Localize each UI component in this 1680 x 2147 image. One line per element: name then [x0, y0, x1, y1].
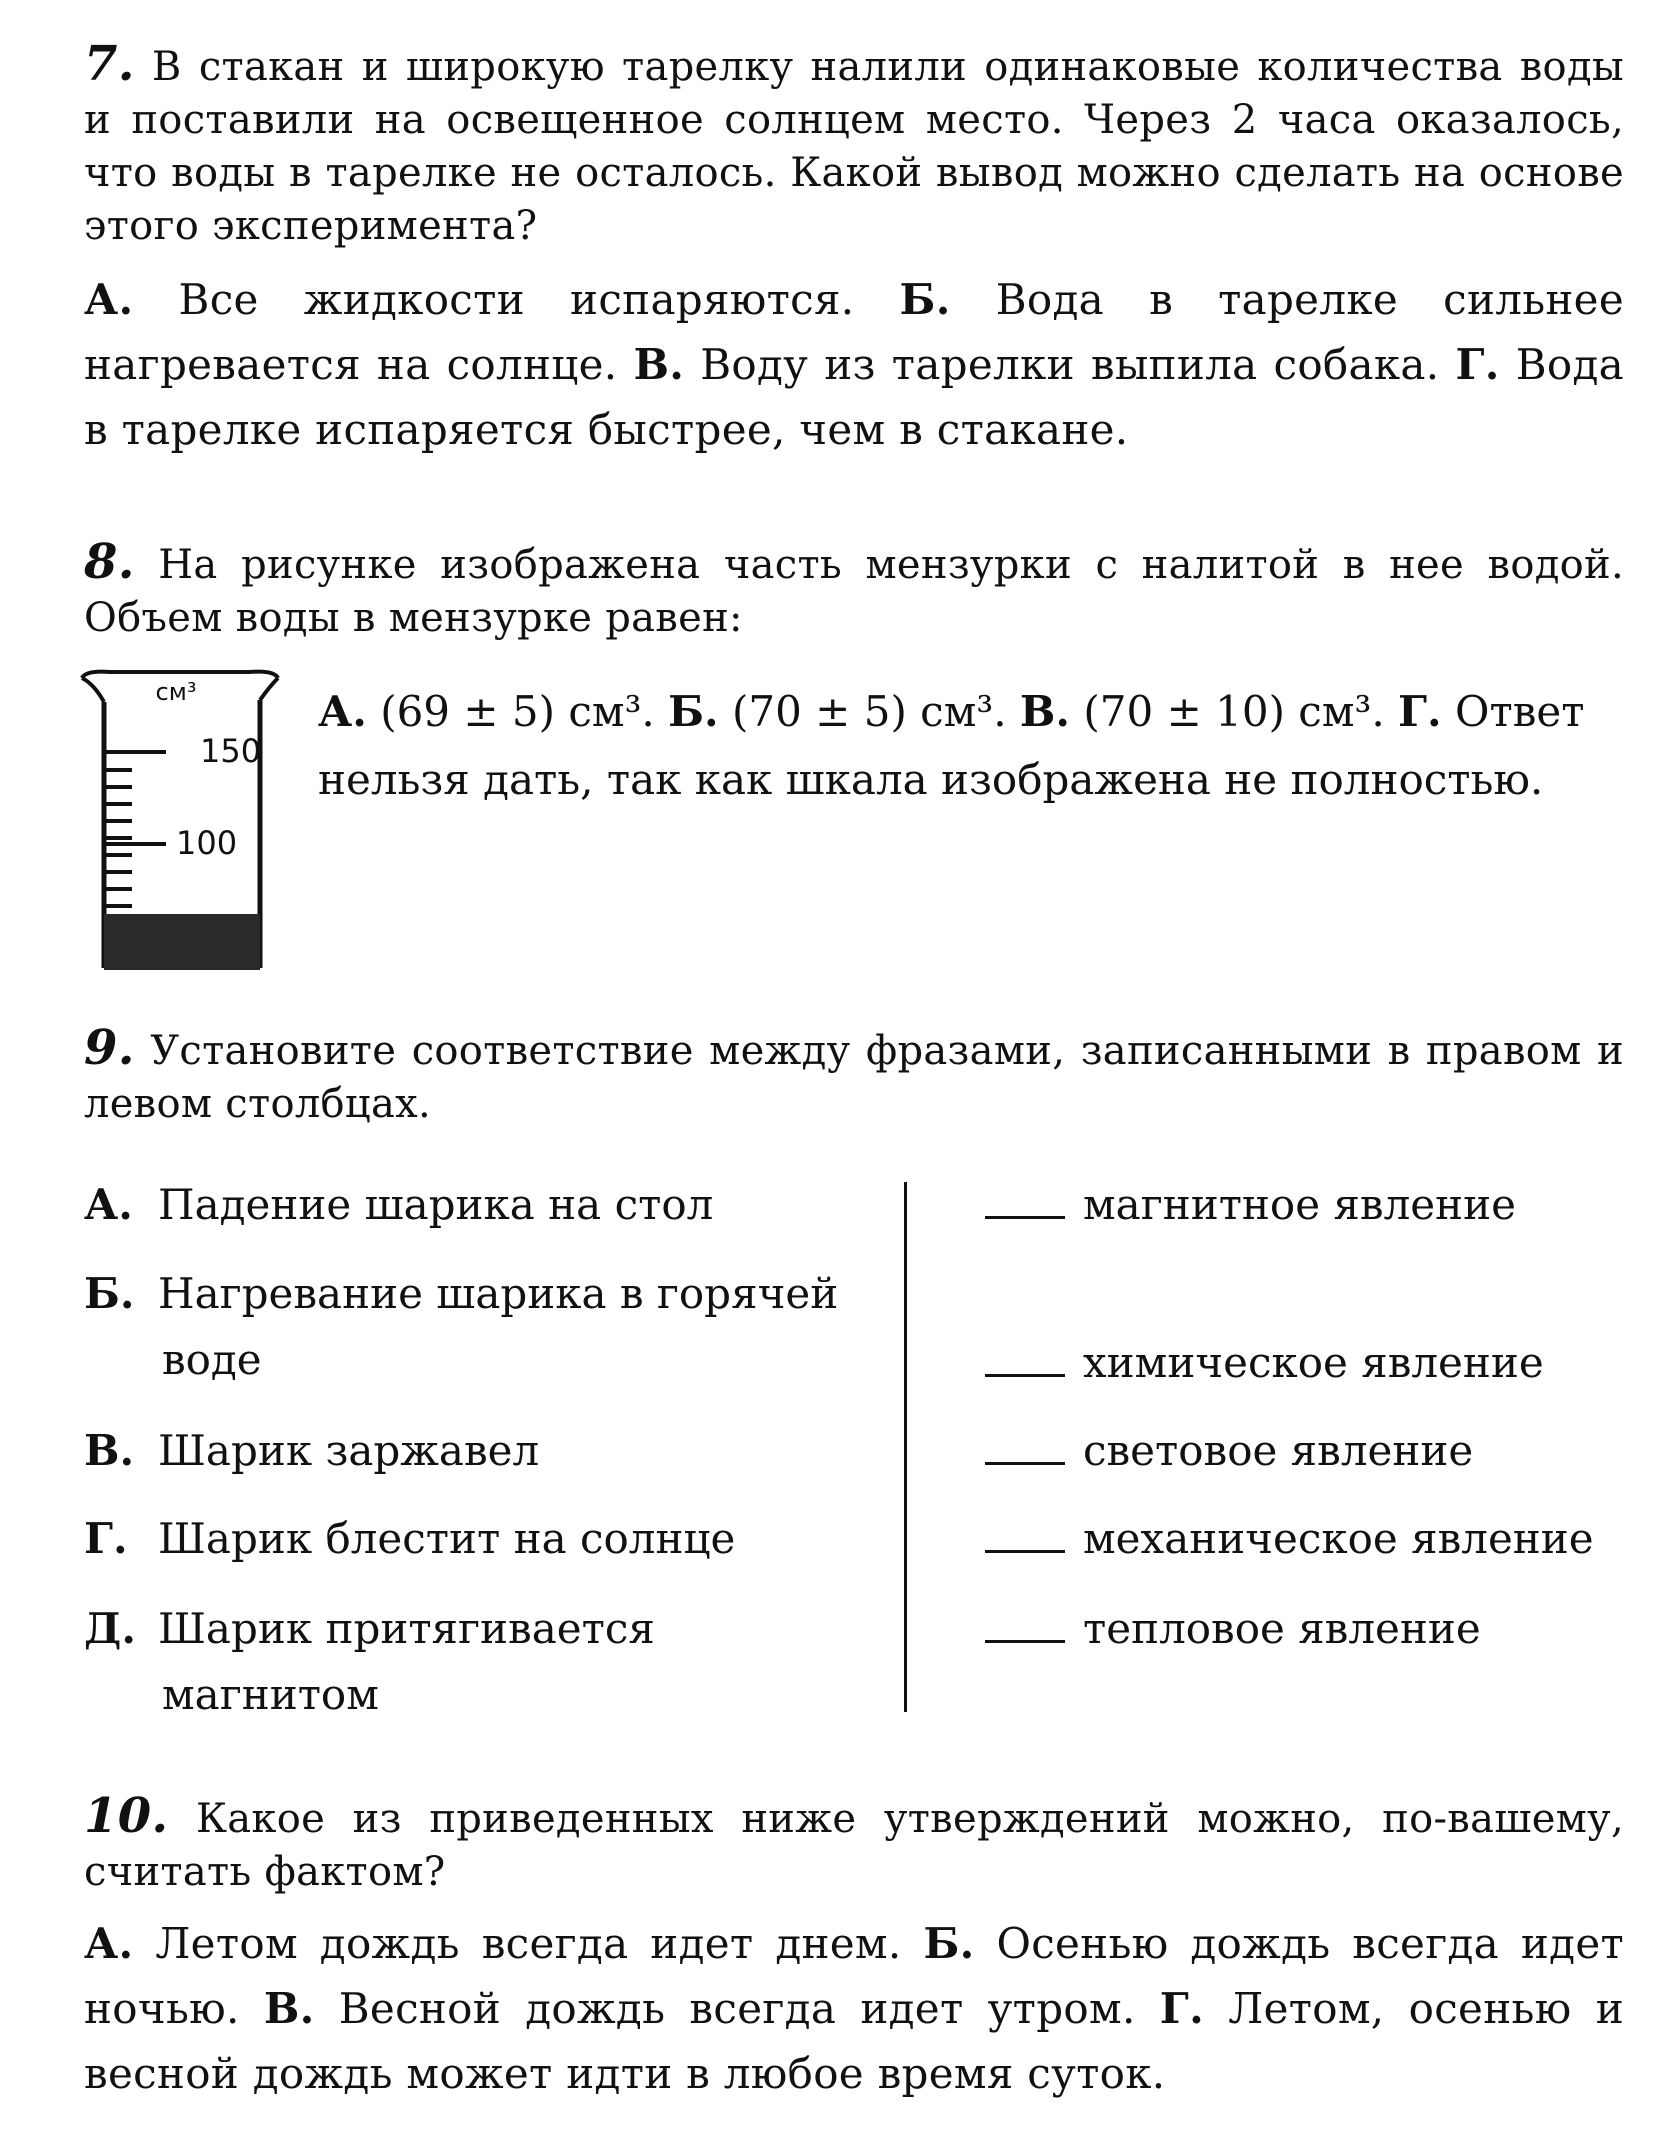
q10-answer-b-text: Осенью дождь всегда идет ночью.: [84, 1919, 1625, 2033]
answer-blank-1[interactable]: [985, 1176, 1065, 1219]
right-item-2[interactable]: [985, 1330, 1645, 1396]
q8-answer-c-label: В.: [1019, 687, 1071, 736]
question-10-answers: [84, 1911, 1624, 2106]
left-item-b-text-cont: воде: [162, 1335, 262, 1384]
q10-answer-d-label: Г.: [1159, 1984, 1205, 2033]
left-item-e-text-cont: магнитом: [162, 1670, 379, 1719]
question-7-text: В стакан и широкую тарелку налили одинаковые количества воды и поставили на освещенное солнцем место. Через 2 часа оказалось, что воды в тарелке не осталось. Какой вывод можно сделать на основе этого эксперимента?: [84, 44, 1625, 249]
left-item-c: [84, 1418, 884, 1484]
question-10-number: 10.: [84, 1788, 169, 1844]
q8-answer-b-label: Б.: [668, 687, 719, 736]
right-item-3-text: световое явление: [1083, 1426, 1474, 1475]
q7-answer-a-text: Все жидкости испаряются.: [178, 275, 855, 324]
measuring-cylinder-figure: [80, 668, 280, 972]
q10-answer-c-label: В.: [263, 1984, 315, 2033]
question-8-number: 8.: [84, 534, 135, 590]
right-item-3[interactable]: [985, 1418, 1645, 1484]
q8-answer-b-text: (70 ± 5) см³.: [732, 687, 1007, 736]
question-10: [84, 1790, 1624, 2106]
question-7-number: 7.: [84, 36, 135, 92]
left-item-e: [84, 1596, 884, 1728]
q10-answer-d-text: Летом, осенью и весной дождь может идти в любое время суток.: [84, 1984, 1625, 2098]
water-level: [104, 914, 260, 970]
right-item-4[interactable]: [985, 1506, 1645, 1572]
right-item-5-text: тепловое явление: [1083, 1604, 1481, 1653]
left-item-b-text: Нагревание шарика в горячей: [158, 1269, 839, 1318]
answer-blank-5[interactable]: [985, 1600, 1065, 1643]
left-item-d-label: Г.: [84, 1514, 128, 1563]
left-item-d: [84, 1506, 884, 1572]
q8-answer-c-text: (70 ± 10) см³.: [1083, 687, 1385, 736]
q10-answer-c-text: Весной дождь всегда идет утром.: [338, 1984, 1136, 2033]
question-8-answers: [318, 678, 1628, 814]
left-item-e-text: Шарик притягивается: [158, 1604, 655, 1653]
left-item-a-text: Падение шарика на стол: [158, 1180, 714, 1229]
q7-answer-b-label: Б.: [899, 275, 951, 324]
question-7: [84, 38, 1624, 462]
question-8-text: На рисунке изображена часть мензурки с налитой в нее водой. Объем воды в мензурке равен:: [84, 542, 1625, 641]
question-10-text: Какое из приведенных ниже утверждений можно, по-вашему, считать фактом?: [84, 1796, 1624, 1895]
cylinder-unit-label: см³: [155, 678, 197, 706]
answer-blank-2[interactable]: [985, 1334, 1065, 1377]
question-9-text: Установите соответствие между фразами, записанными в правом и левом столбцах.: [84, 1028, 1624, 1127]
cylinder-mark-100: 100: [176, 824, 238, 862]
question-9-number: 9.: [84, 1020, 135, 1076]
q8-answer-d-text: Ответ нельзя дать, так как шкала изображена не полностью.: [318, 687, 1585, 804]
answer-blank-3[interactable]: [985, 1422, 1065, 1465]
left-item-c-label: В.: [84, 1426, 135, 1475]
right-item-5[interactable]: [985, 1596, 1645, 1662]
left-item-b-label: Б.: [84, 1269, 135, 1318]
question-10-text-block: [84, 1790, 1624, 1899]
left-item-b: [84, 1261, 884, 1393]
left-item-c-text: Шарик заржавел: [158, 1426, 540, 1475]
right-item-1[interactable]: [985, 1172, 1645, 1238]
q8-answer-a-text: (69 ± 5) см³.: [380, 687, 655, 736]
right-item-4-text: механическое явление: [1083, 1514, 1594, 1563]
answer-blank-4[interactable]: [985, 1510, 1065, 1553]
question-8: [84, 536, 1624, 645]
left-item-e-label: Д.: [84, 1604, 136, 1653]
q7-answer-c-label: В.: [633, 340, 685, 389]
cylinder-scale: [104, 752, 166, 906]
question-7-answers: [84, 267, 1624, 462]
q7-answer-b-text: Вода в тарелке сильнее нагревается на солнце.: [84, 275, 1624, 389]
q10-answer-b-label: Б.: [923, 1919, 975, 1968]
q8-answer-a-label: А.: [318, 687, 367, 736]
right-item-1-text: магнитное явление: [1083, 1180, 1516, 1229]
q7-answer-d-text: Вода в тарелке испаряется быстрее, чем в стакане.: [84, 340, 1625, 454]
q7-answer-a-label: А.: [84, 275, 134, 324]
left-item-a-label: А.: [84, 1180, 133, 1229]
q10-answer-a-label: А.: [84, 1919, 134, 1968]
left-item-a: [84, 1172, 884, 1238]
right-item-2-text: химическое явление: [1083, 1338, 1544, 1387]
q7-answer-d-label: Г.: [1455, 340, 1500, 389]
q8-answer-d-label: Г.: [1398, 687, 1442, 736]
question-9-text-block: [84, 1022, 1624, 1131]
q10-answer-a-text: Летом дождь всегда идет днем.: [155, 1919, 902, 1968]
left-item-d-text: Шарик блестит на солнце: [158, 1514, 736, 1563]
column-divider: [904, 1182, 907, 1712]
q7-answer-c-text: Воду из тарелки выпила собака.: [700, 340, 1440, 389]
question-7-text-block: [84, 38, 1624, 253]
question-8-text-block: [84, 536, 1624, 645]
question-9: [84, 1022, 1624, 1131]
cylinder-mark-150: 150: [200, 732, 262, 770]
